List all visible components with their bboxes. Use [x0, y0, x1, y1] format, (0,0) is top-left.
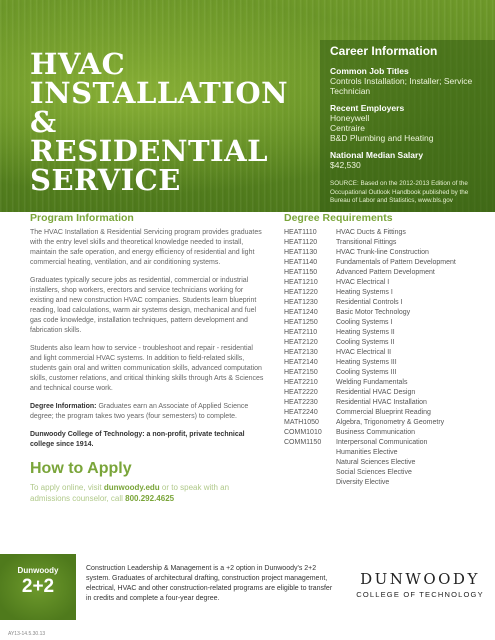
course-name: Cooling Systems III: [336, 369, 397, 376]
course-name: Residential HVAC Design: [336, 389, 416, 396]
course-name: Natural Sciences Elective: [336, 459, 416, 466]
course-name: Business Communication: [336, 429, 415, 436]
course-code: HEAT1130: [284, 249, 318, 256]
program-column: [30, 212, 265, 504]
course-name: Heating Systems III: [336, 359, 397, 366]
salary-label: National Median Salary: [330, 150, 424, 160]
course-name: HVAC Trunk-line Construction: [336, 249, 429, 256]
course-code: HEAT1150: [284, 269, 318, 276]
job-titles-label: Common Job Titles: [330, 66, 409, 76]
course-name: Cooling Systems I: [336, 319, 393, 326]
employer-item: Centraire: [330, 123, 365, 133]
course-name: Cooling Systems II: [336, 339, 395, 346]
degree-information: [30, 402, 265, 422]
degree-label: Degree Information:: [30, 403, 97, 410]
logo-subtitle: COLLEGE OF TECHNOLOGY: [356, 590, 484, 599]
course-name: Heating Systems I: [336, 289, 393, 296]
program-heading: Program Information: [30, 212, 134, 224]
hero-banner: [0, 0, 495, 212]
dunwoody-logo: DUNWOODY: [360, 570, 480, 588]
employer-item: Honeywell: [330, 113, 370, 123]
course-code: COMM1150: [284, 439, 322, 446]
course-code: HEAT2210: [284, 379, 318, 386]
course-code: [284, 478, 332, 488]
course-code: MATH1050: [284, 419, 319, 426]
badge-number: 2+2: [21, 576, 55, 597]
course-code: HEAT1230: [284, 299, 318, 306]
source-note: SOURCE: Based on the 2012-2013 Edition of the Occupational Outlook Handbook published by the Bureau of Labor and Statistics, www.bls.gov: [330, 180, 469, 204]
program-paragraph: Graduates typically secure jobs as residential, commercial or industrial installers, shop workers, erectors and service technicians working for existing and new construction HVAC companies. Students learn blueprint reading, load calculations, warm air systems design, mechanical and fuel gas code knowledge, installation techniques, pattern development and fabrication skills.: [30, 277, 257, 334]
course-code: HEAT1240: [284, 309, 318, 316]
employer-item: B&D Plumbing and Heating: [330, 133, 434, 143]
salary-value: $42,530: [330, 160, 361, 170]
footer: [0, 554, 495, 640]
apply-text: [30, 482, 265, 504]
course-code: HEAT1120: [284, 239, 318, 246]
employers-list: [330, 113, 490, 143]
course-code: COMM1010: [284, 429, 322, 436]
course-name: HVAC Ducts & Fittings: [336, 229, 406, 236]
career-heading: Career Information: [330, 44, 438, 58]
course-code: HEAT2110: [284, 329, 318, 336]
apply-heading: How to Apply: [30, 460, 132, 477]
course-name: Residential HVAC Installation: [336, 399, 427, 406]
course-name: Social Sciences Elective: [336, 469, 412, 476]
footer-text: Construction Leadership & Management is a +2 option in Dunwoody's 2+2 system. Graduates of architectural drafting, construction project management, electrical, HVAC and other construction-related programs are eligible to transfer in credits and complete a four-year degree.: [86, 565, 333, 602]
badge-name: Dunwoody: [17, 566, 59, 575]
job-titles-value: Controls Installation; Installer; Service Technician: [330, 76, 473, 96]
course-name: HVAC Electrical II: [336, 349, 392, 356]
course-code: [284, 448, 332, 458]
course-name: Heating Systems II: [336, 329, 395, 336]
degree-text: Graduates earn an Associate of Applied Science degree; the program takes two years (four semesters) to complete.: [30, 403, 249, 420]
course-code: HEAT1140: [284, 259, 318, 266]
requirements-heading: Degree Requirements: [284, 212, 393, 224]
requirements-table: [284, 228, 489, 488]
course-code: [284, 458, 332, 468]
course-name: Diversity Elective: [336, 479, 390, 486]
course-name: Advanced Pattern Development: [336, 269, 435, 276]
course-name: Residential Controls I: [336, 299, 403, 306]
course-code: [284, 468, 332, 478]
course-code: HEAT2120: [284, 339, 318, 346]
course-name: Basic Motor Technology: [336, 309, 411, 316]
page-title: HVAC INSTALLATION & RESIDENTIAL SERVICE: [30, 47, 289, 197]
course-name: Algebra, Trigonometry & Geometry: [336, 419, 445, 426]
career-information: [330, 44, 490, 206]
document-code: AY13-14.5.30.13: [8, 631, 46, 637]
college-tagline: Dunwoody College of Technology: a non-profit, private technical college since 1914.: [30, 431, 245, 448]
two-plus-two-badge: [0, 554, 76, 620]
requirements-column: [284, 212, 489, 488]
apply-text-2: or to speak with an admissions counselor, call: [30, 483, 230, 503]
course-code: HEAT2220: [284, 389, 318, 396]
course-name: Commercial Blueprint Reading: [336, 409, 431, 416]
course-code: HEAT2140: [284, 359, 318, 366]
course-code: HEAT1220: [284, 289, 318, 296]
website-link[interactable]: dunwoody.edu: [103, 483, 160, 492]
course-name: Interpersonal Communication: [336, 439, 428, 446]
course-code: HEAT2230: [284, 399, 318, 406]
course-code: HEAT1250: [284, 319, 318, 326]
course-code: HEAT2150: [284, 369, 318, 376]
course-name: HVAC Electrical I: [336, 279, 390, 286]
course-name: Humanities Elective: [336, 449, 398, 456]
program-paragraph: Students also learn how to service - troubleshoot and repair - residential and light commercial HVAC systems. In addition to field-related skills, students gain oral and written communication skills, advanced computation skills, customer relations, and critical thinking skills through Arts & Sciences and technical course work.: [30, 345, 264, 392]
course-name: Transitional Fittings: [336, 239, 397, 246]
course-code: HEAT1210: [284, 279, 318, 286]
course-code: HEAT2240: [284, 409, 318, 416]
employers-label: Recent Employers: [330, 103, 405, 113]
course-name: Fundamentals of Pattern Development: [336, 259, 456, 266]
course-name: Welding Fundamentals: [336, 379, 408, 386]
course-code: HEAT1110: [284, 229, 317, 236]
course-code: HEAT2130: [284, 349, 318, 356]
apply-text-1: To apply online, visit: [30, 483, 104, 492]
program-paragraph: The HVAC Installation & Residential Servicing program provides graduates with the entry level skills and theoretical knowledge needed to install, maintain the safe operation, and energy efficiency of residential and light commercial heating, ventilation, and air conditioning systems.: [30, 229, 262, 266]
phone-number[interactable]: 800.292.4625: [125, 494, 175, 503]
